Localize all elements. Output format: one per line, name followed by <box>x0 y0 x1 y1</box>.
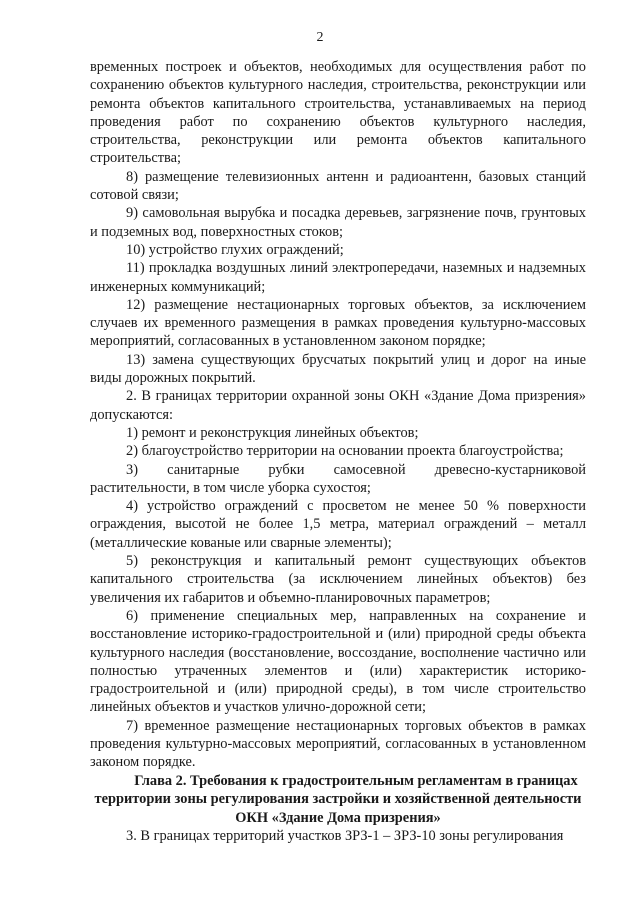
list-item-11: 11) прокладка воздушных линий электропередачи, наземных и надземных инженерных коммуникаций; <box>90 260 586 295</box>
section-2-paragraph: 2. В границах территории охранной зоны ОКН «Здание Дома призрения» допускаются: <box>90 388 586 423</box>
paragraph-continuation: временных построек и объектов, необходимых для осуществления работ по сохранению объектов культурного наследия, строительства, реконструкции или ремонта объектов капитального строительства, устанавливаемых на период проведения работ по сохранению объектов культурного наследия, строительства, реконструкции или ремонта объектов капитального строительства; <box>90 59 586 167</box>
allowed-item-5: 5) реконструкция и капитальный ремонт существующих объектов капитального строительства (за исключением линейных объектов) без увеличения их габаритов и объемно-планировочных параметров; <box>90 553 586 606</box>
page-number: 2 <box>316 30 324 45</box>
allowed-item-7: 7) временное размещение нестационарных торговых объектов в рамках проведения культурно-массовых мероприятий, согласованных в установленном законом порядке. <box>90 717 586 771</box>
allowed-item-3: 3) санитарные рубки самосевной древесно-кустарниковой растительности, в том числе уборка сухостоя; <box>90 461 586 496</box>
list-item-9: 9) самовольная вырубка и посадка деревьев, загрязнение почв, грунтовых и подземных вод, поверхностных стоков; <box>90 205 586 240</box>
allowed-item-4: 4) устройство ограждений с просветом не менее 50 % поверхности ограждения, высотой не более 1,5 метра, материал ограждений – металл (металлические кованые или сварные элементы); <box>90 498 586 551</box>
allowed-item-1: 1) ремонт и реконструкция линейных объектов; <box>126 424 419 441</box>
list-item-13: 13) замена существующих брусчатых покрытий улиц и дорог на иные виды дорожных покрытий. <box>90 351 586 387</box>
chapter-heading: Глава 2. Требования к градостроительным регламентам в границах территории зоны регулирования застройки и хозяйственной деятельности ОКН «Здание Дома призрения» <box>94 772 582 826</box>
list-item-12: 12) размещение нестационарных торговых объектов, за исключением случаев их временного размещения в рамках проведения культурно-массовых мероприятий, согласованных в установленном законом порядке; <box>90 296 586 350</box>
allowed-item-2: 2) благоустройство территории на основании проекта благоустройства; <box>126 443 564 460</box>
document-body <box>90 58 586 845</box>
list-item-10: 10) устройство глухих ограждений; <box>126 241 344 258</box>
allowed-item-6: 6) применение специальных мер, направленных на сохранение и восстановление историко-градостроительной и (или) природной среды объекта культурного наследия (восстановление, воссоздание, восполнение частично или полностью утраченных элементов и (или) характеристик историко-градостроительной и (или) природной среды), в том числе строительство линейных объектов и участков улично-дорожной сети; <box>90 607 586 716</box>
list-item-8: 8) размещение телевизионных антенн и радиоантенн, базовых станций сотовой связи; <box>90 168 586 204</box>
section-3-paragraph: 3. В границах территорий участков ЗРЗ-1 – ЗРЗ-10 зоны регулирования <box>126 828 564 845</box>
